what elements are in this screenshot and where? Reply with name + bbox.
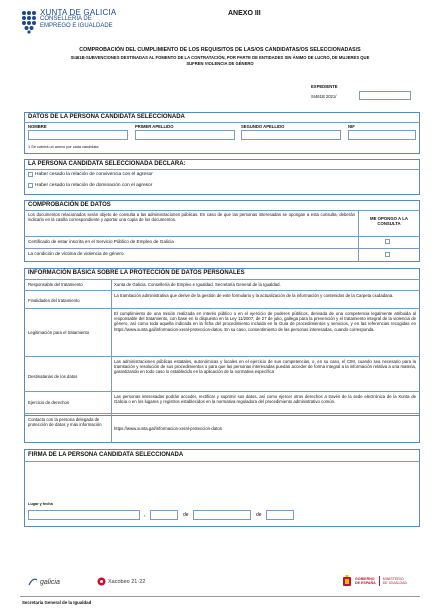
option-convivencia-label: Haber cesado la relación de convivencia con el agresor xyxy=(35,172,153,177)
section-declara-title: LA PERSONA CANDIDATA SELECCIONADA DECLARA: xyxy=(28,161,186,167)
org-name: XUNTA DE GALICIA xyxy=(40,8,117,17)
section-proteccion-title: INFORMACIÓN BÁSICA SOBRE LA PROTECCIÓN DE DATOS PERSONALES xyxy=(28,270,245,276)
apellido1-input[interactable] xyxy=(135,130,235,140)
lugar-input[interactable] xyxy=(28,510,140,520)
gobierno-logo: GOBIERNO DE ESPAÑA MINISTERIO DE IGUALDAD xyxy=(342,575,407,587)
datos-note: 1 Se cubrirá un anexo por cada candidata xyxy=(28,145,99,149)
xunta-emblem-icon xyxy=(20,10,38,34)
spain-coat-of-arms-icon xyxy=(342,575,352,587)
comprobacion-text: Los documentos relacionados serán objeto de consulta a las administraciones públicas. En caso de que las personas interesadas se opongan a esta consulta, deberán indicarlo en la casilla correspondiente y aportar una copia de los documentos. xyxy=(28,212,355,223)
section-datos-title: DATOS DE LA PERSONA CANDIDATA SELECCIONADA xyxy=(28,114,185,120)
proteccion-label-4: Destinatarias de los datos xyxy=(28,374,78,379)
opongo-header: ME OPONGO A LA CONSULTA xyxy=(370,216,408,227)
document-subtitle-2: SUFREN VIOLENCIA DE GÉNERO xyxy=(186,61,254,66)
document-title: COMPROBACIÓN DEL CUMPLIMIENTO DE LOS REQUISITOS DE LAS/OS CANDIDATAS/OS SELECCIONADAS/S xyxy=(79,47,361,53)
proteccion-text-4: Las administraciones públicas estatales, autonómicas y locales en el ejercicio de sus competencias, o, en su caso, el CIM, cuando sea necesario para la tramitación y resolución de sus procedimientos o para que las personas interesadas puedan acceder de forma integral a la información relativa a una materia, garantizando en todo caso lo establecido en la aplicación de la normativa específica xyxy=(114,359,416,375)
nombre-input[interactable] xyxy=(28,130,128,140)
proteccion-text-3: El cumplimiento de una misión realizada en interés público o en el ejercicio de poderes públicos, derivada de una competencia legalmente atribuida al responsable del tratamiento, con base en lo dispuesto en la Ley 11/2007, de 27 de julio, gallega para la prevención y el tratamiento integral de la violencia de género, así como toda aquella indicada en la ficha del procedimiento incluida en la Guía de procedimientos y servicios, y en las referencias recogidas en https://www.xunta.gal/informacion-xeral-proteccion-datos. En su caso, consentimiento de las personas interesadas, cuando corresponda. xyxy=(114,311,416,332)
footer-secretaria: Secretaría General de la Igualdad xyxy=(22,600,92,605)
nombre-label: NOMBRE xyxy=(28,124,47,129)
nif-input[interactable] xyxy=(348,130,416,140)
comprobacion-row-2: La condición de víctima de violencia de género xyxy=(28,251,124,256)
mes-input[interactable] xyxy=(193,510,251,520)
dia-input[interactable] xyxy=(150,510,178,520)
proteccion-label-3: Legitimación para el tratamiento xyxy=(28,330,90,335)
proteccion-text-5: Las personas interesadas podrán acceder, rectificar y suprimir sus datos, así como ejercer otros derechos a través de la sede electrónica de la Xunta de Galicia o en los lugares y registros establecidos en la normativa reguladora del procedimiento administrativo común. xyxy=(114,394,416,405)
nif-label: NIF xyxy=(348,124,355,129)
proteccion-label-2: Finalidades del tratamiento xyxy=(28,298,80,303)
comprobacion-row-1: Certificado de estar inscrita en el Servicio Público de Empleo de Galicia xyxy=(28,239,174,244)
conselleria-line2: EMPREGO E IGUALDADE xyxy=(40,22,113,29)
checkbox-dominacion[interactable] xyxy=(28,183,33,188)
apellido2-label: SEGUNDO APELLIDO xyxy=(241,124,285,129)
annex-label: ANEXO III xyxy=(228,10,261,17)
checkbox-convivencia[interactable] xyxy=(28,172,33,177)
conselleria-line1: CONSELLERÍA DE xyxy=(40,16,92,22)
expediente-code: SI461B 2021/ xyxy=(311,94,337,99)
expediente-input[interactable] xyxy=(359,91,411,100)
apellido1-label: PRIMER APELLIDO xyxy=(135,124,174,129)
oppose-checkbox-2[interactable] xyxy=(385,252,390,257)
section-firma-title: FIRMA DE LA PERSONA CANDIDATA SELECCIONADA xyxy=(28,452,184,458)
lugar-fecha-label: Lugar y fecha xyxy=(28,502,53,506)
proteccion-link[interactable]: https://www.xunta.gal/informacion-xeral-proteccion-datos xyxy=(114,426,222,431)
oppose-checkbox-1[interactable] xyxy=(385,239,390,244)
proteccion-label-5: Ejercicio de derechos xyxy=(28,400,70,405)
proteccion-text-1: Xunta de Galicia. Consellería de Empleo e Igualdad. Secretaría General de la Igualdad. xyxy=(114,282,281,287)
proteccion-label-1: Responsable del tratamiento xyxy=(28,282,83,287)
proteccion-label-6: Contacto con la persona delegada de protección de datos y más información xyxy=(28,417,102,428)
xacobeo-logo: Xacobeo 21·22 xyxy=(97,577,145,586)
xacobeo-icon xyxy=(97,577,106,586)
ano-input[interactable] xyxy=(266,510,294,520)
galicia-swoosh-icon xyxy=(28,577,38,587)
document-subtitle-1: SI461B-SUBVENCIONES DESTINADAS AL FOMENTO DE LA CONTRATACIÓN, POR PARTE DE ENTIDADES SIN ÁNIMO DE LUCRO, DE MUJERES QUE xyxy=(70,55,370,60)
expediente-label: EXPEDIENTE xyxy=(311,84,338,89)
galicia-logo: galicia xyxy=(28,577,60,587)
apellido2-input[interactable] xyxy=(241,130,341,140)
section-comprobacion-title: COMPROBACIÓN DE DATOS xyxy=(28,202,111,208)
xunta-logo xyxy=(20,10,38,34)
option-dominacion-label: Haber cesado la relación de dominación con el agresor xyxy=(35,183,153,188)
proteccion-text-2: La tramitación administrativa que derive de la gestión de este formulario y la actualización de la información y contenidos de la Carpeta ciudadana. xyxy=(114,293,394,298)
